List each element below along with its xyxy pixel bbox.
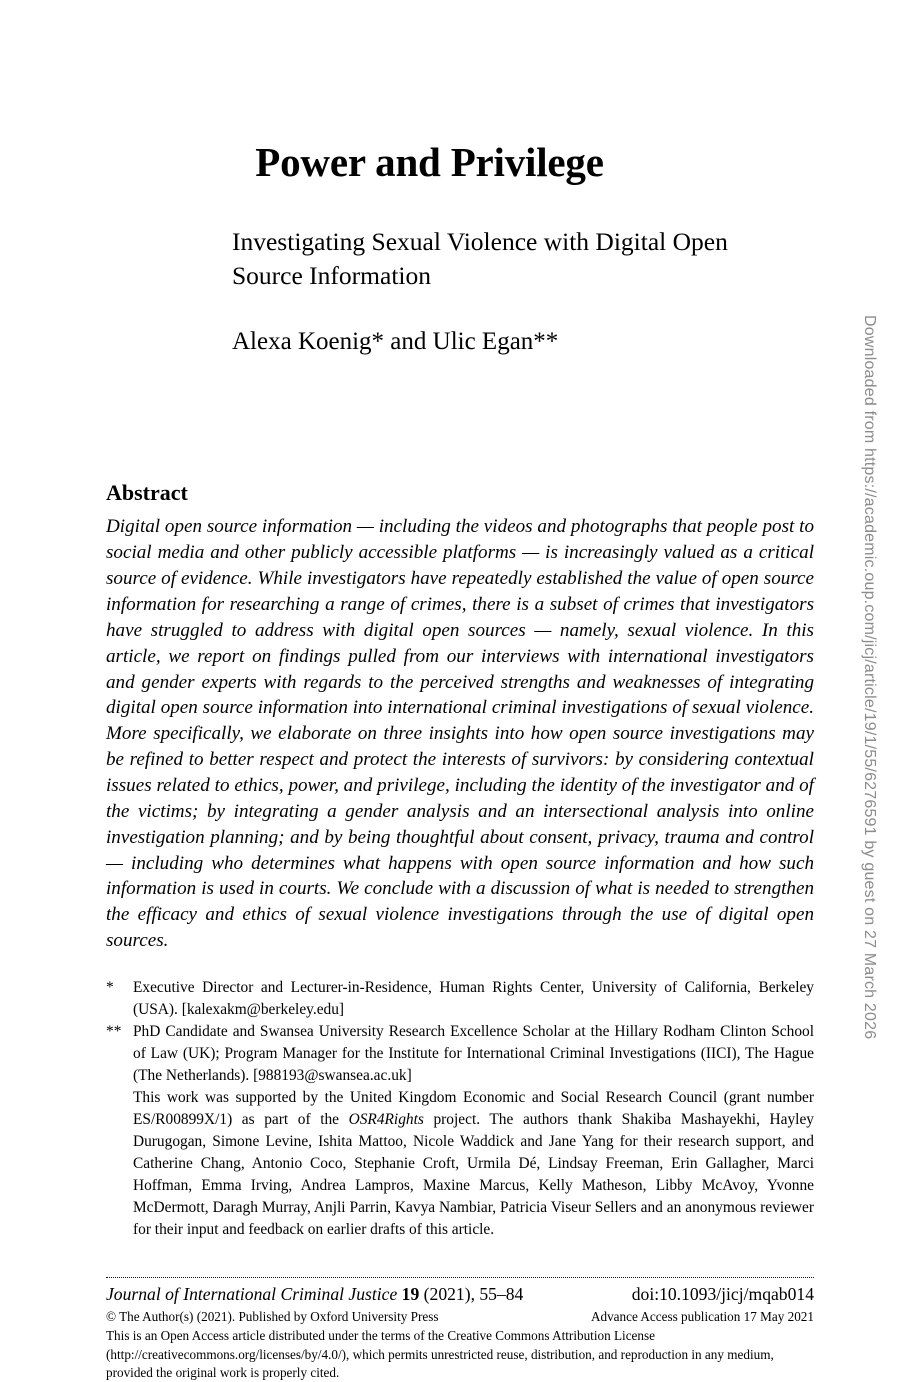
acknowledgment-text	[133, 1087, 814, 1241]
footer-publisher-line	[106, 1308, 814, 1326]
advance-access-text: Advance Access publication 17 May 2021	[590, 1308, 814, 1324]
page-footer	[106, 1277, 814, 1382]
abstract-heading: Abstract	[106, 480, 188, 505]
page-title: Power and Privilege	[255, 139, 604, 185]
copyright-text: © The Author(s) (2021). Published by Oxford University Press	[106, 1308, 439, 1324]
footnote-item	[106, 977, 814, 1021]
footnote-marker: **	[106, 1023, 122, 1041]
journal-citation	[106, 1284, 523, 1306]
subtitle-block	[232, 225, 792, 292]
title-block	[0, 140, 921, 185]
journal-name: Journal of International Criminal Justice	[106, 1284, 398, 1304]
footnotes-section	[106, 977, 814, 1241]
abstract-section	[106, 480, 814, 954]
footnote-item	[106, 1021, 814, 1087]
authors-block	[232, 326, 792, 359]
footnote-text: Executive Director and Lecturer-in-Residence, Human Rights Center, University of California, Berkeley (USA). [kalexakm@berkeley.edu]	[133, 979, 814, 1019]
journal-volume: 19	[401, 1284, 420, 1304]
doi-link[interactable]: doi:10.1093/jicj/mqab014	[631, 1284, 814, 1304]
page-subtitle: Investigating Sexual Violence with Digital Open Source Information	[232, 227, 728, 290]
license-text: This is an Open Access article distributed under the terms of the Creative Commons Attribution License (http://creativecommons.org/licenses/by/4.0/), which permits unrestricted reuse, distribution, and reproduction in any medium, provided the original work is properly cited.	[106, 1327, 774, 1381]
abstract-text: Digital open source information — including the videos and photographs that people post to social media and other publicly accessible platforms — is increasingly valued as a critical source of evidence. While investigators have repeatedly established the value of open source information for researching a range of crimes, there is a subset of crimes that investigators have struggled to address with digital open sources — namely, sexual violence. In this article, we report on findings pulled from our interviews with international investigators and gender experts with regards to the perceived strengths and weaknesses of integrating digital open source information into international criminal investigations of sexual violence. More specifically, we elaborate on three insights into how open source investigations may be refined to better respect and protect the interests of survivors: by considering contextual issues related to ethics, power, and privilege, including the identity of the investigator and of the victims; by integrating a gender analysis and an intersectional analysis into online investigation planning; and by being thoughtful about consent, privacy, trauma and control — including who determines what happens with open source information and how such information is used in courts. We conclude with a discussion of what is needed to strengthen the efficacy and ethics of sexual violence investigations through the use of digital open sources.	[106, 516, 814, 952]
acknowledgment-part-2: project. The authors thank Shakiba Mashayekhi, Hayley Durugogan, Simone Levine, Ishita Mattoo, Nicole Waddick and Jane Yang for their research support, and Catherine Chang, Antonio Coco, Stephanie Croft, Urmila Dé, Lindsay Freeman, Erin Gallagher, Marci Hoffman, Emma Irving, Andrea Lampros, Maxine Marcus, Kelly Matheson, Libby McAvoy, Yvonne McDermott, Daragh Murray, Anjli Parrin, Kavya Nambiar, Patricia Viseur Sellers and an anonymous reviewer for their input and feedback on earlier drafts of this article.	[133, 1111, 814, 1239]
author-list: Alexa Koenig* and Ulic Egan**	[232, 328, 559, 355]
download-watermark: Downloaded from https://academic.oup.com/jicj/article/19/1/55/6276591 by guest on 27 March 2026	[861, 315, 878, 1040]
footnote-marker: *	[106, 979, 114, 996]
acknowledgment-part-1: This work was supported by the United Kingdom Economic and Social Research Council (grant number ES/R00899X/1) as part of the	[133, 1089, 814, 1129]
journal-year-pages: (2021), 55–84	[423, 1284, 524, 1304]
footer-citation-line	[106, 1284, 814, 1306]
project-name: OSR4Rights	[348, 1111, 424, 1129]
footer-divider	[106, 1277, 814, 1278]
footnote-text: PhD Candidate and Swansea University Research Excellence Scholar at the Hillary Rodham Clinton School of Law (UK); Program Manager for the Institute for International Criminal Investigations (IICI), The Hague (The Netherlands). [988193@swansea.ac.uk]	[133, 1023, 814, 1085]
